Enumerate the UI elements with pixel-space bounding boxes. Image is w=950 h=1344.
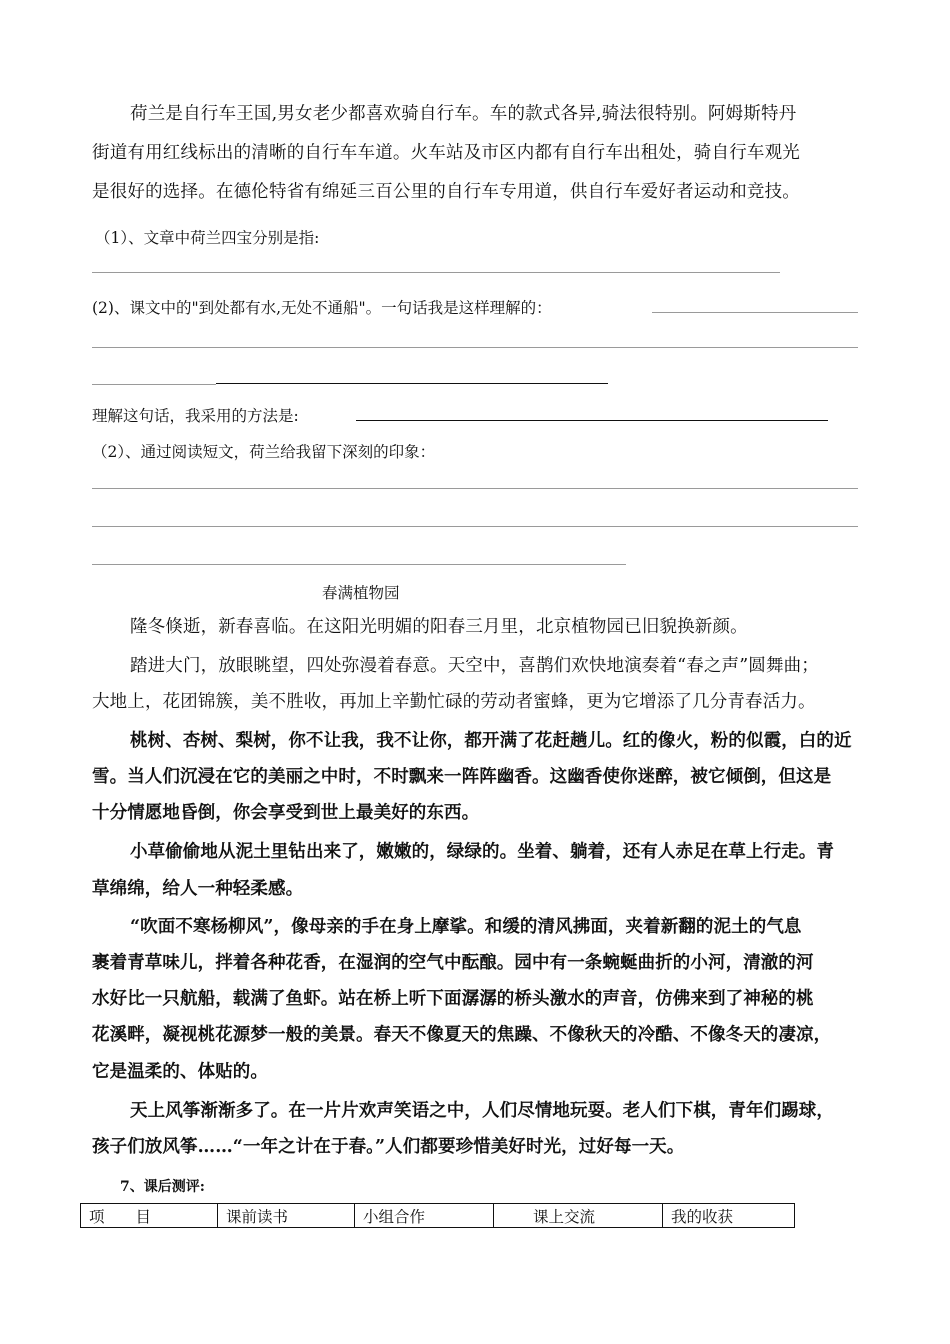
passage2-bold-line: 花溪畔，凝视桃花源梦一般的美景。春天不像夏天的焦躁、不像秋天的冷酷、不像冬天的凄凉，	[92, 1025, 832, 1045]
passage2-line: 隆冬倏逝，新春喜临。在这阳光明媚的阳春三月里，北京植物园已旧貌换新颜。	[130, 617, 748, 637]
passage2-bold-line: 草绵绵，给人一种轻柔感。	[92, 879, 304, 899]
passage2-bold-line: “吹面不寒杨柳风”，像母亲的手在身上摩挲。和缓的清风拂面，夹着新翻的泥土的气息	[130, 917, 802, 937]
answer-line[interactable]	[92, 564, 626, 565]
table-cell: 我的收获	[663, 1204, 795, 1228]
answer-line[interactable]	[216, 383, 608, 384]
passage2-bold-line: 天上风筝渐渐多了。在一片片欢声笑语之中，人们尽情地玩耍。老人们下棋，青年们踢球，	[130, 1101, 834, 1121]
method-prompt: 理解这句话，我采用的方法是:	[92, 407, 299, 425]
question-3: （2）、通过阅读短文，荷兰给我留下深刻的印象：	[92, 443, 436, 461]
answer-line[interactable]	[652, 312, 858, 313]
table-cell: 课上交流	[494, 1204, 663, 1228]
passage2-bold-line: 裹着青草味儿，拌着各种花香，在湿润的空气中酝酿。园中有一条蜿蜒曲折的小河，清澈的河	[92, 953, 814, 973]
answer-line[interactable]	[92, 272, 780, 273]
table-cell: 小组合作	[355, 1204, 494, 1228]
passage2-bold-line: 水好比一只航船，载满了鱼虾。站在桥上听下面潺潺的桥头激水的声音，仿佛来到了神秘的桃	[92, 989, 814, 1009]
answer-line[interactable]	[92, 384, 216, 385]
passage2-line: 踏进大门，放眼眺望，四处弥漫着春意。天空中，喜鹊们欢快地演奏着“春之声”圆舞曲；	[130, 656, 819, 676]
evaluation-heading: 7、课后测评:	[120, 1179, 205, 1195]
question-2: (2)、课文中的"到处都有水,无处不通船"。一句话我是这样理解的：	[92, 299, 552, 317]
answer-line[interactable]	[92, 347, 858, 348]
answer-line[interactable]	[92, 488, 858, 489]
evaluation-table	[80, 1203, 795, 1228]
passage2-bold-line: 桃树、杏树、梨树，你不让我，我不让你，都开满了花赶趟儿。红的像火，粉的似霞，白的近	[130, 731, 852, 751]
method-answer-line[interactable]	[356, 420, 828, 421]
passage2-line: 大地上，花团锦簇，美不胜收，再加上辛勤忙碌的劳动者蜜蜂，更为它增添了几分青春活力。	[92, 692, 816, 712]
table-row	[81, 1204, 795, 1228]
passage2-bold-line: 雪。当人们沉浸在它的美丽之中时，不时飘来一阵阵幽香。这幽香使你迷醉，被它倾倒，但这是	[92, 767, 832, 787]
passage1-line-1: 荷兰是自行车王国,男女老少都喜欢骑自行车。车的款式各异,骑法很特别。阿姆斯特丹	[130, 104, 797, 124]
passage2-bold-line: 孩子们放风筝……“一年之计在于春。”人们都要珍惜美好时光，过好每一天。	[92, 1137, 685, 1157]
passage1-line-3: 是很好的选择。在德伦特省有绵延三百公里的自行车专用道，供自行车爱好者运动和竞技。	[92, 182, 800, 202]
passage2-bold-line: 小草偷偷地从泥土里钻出来了，嫩嫩的，绿绿的。坐着、躺着，还有人赤足在草上行走。青	[130, 842, 834, 862]
passage1-line-2: 街道有用红线标出的清晰的自行车车道。火车站及市区内都有自行车出租处，骑自行车观光	[92, 143, 800, 163]
passage2-title: 春满植物园	[322, 584, 400, 602]
table-cell: 课前读书	[218, 1204, 355, 1228]
question-1: （1）、文章中荷兰四宝分别是指:	[95, 229, 320, 247]
table-cell: 项 目	[81, 1204, 218, 1228]
answer-line[interactable]	[92, 526, 858, 527]
passage2-bold-line: 十分情愿地昏倒，你会享受到世上最美好的东西。	[92, 803, 480, 823]
passage2-bold-line: 它是温柔的、体贴的。	[92, 1062, 268, 1082]
